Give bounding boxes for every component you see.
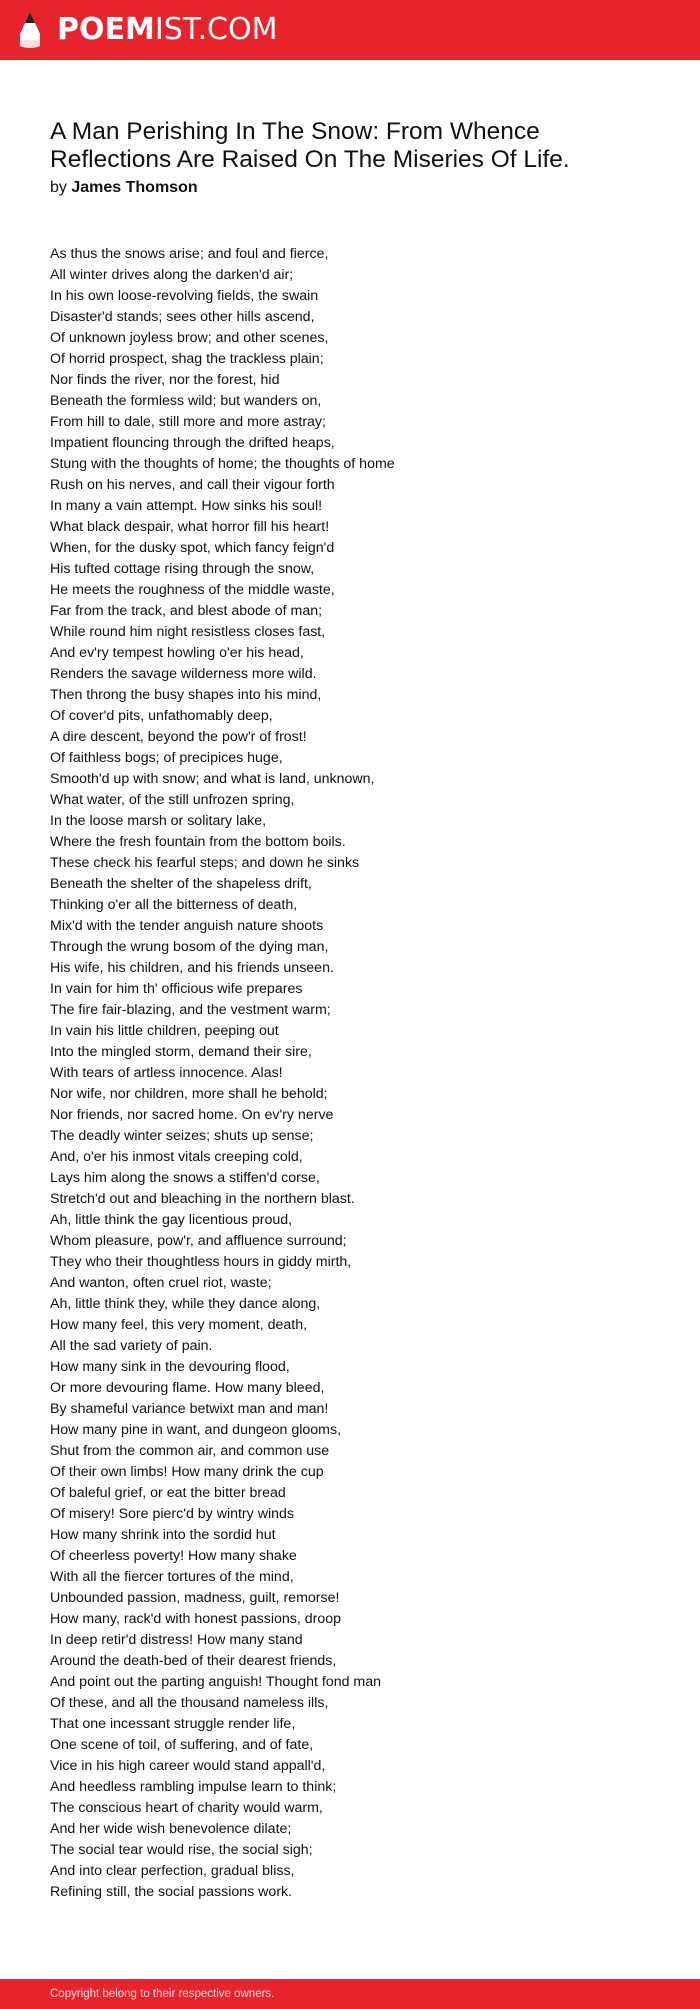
poem-line: Renders the savage wilderness more wild. — [50, 666, 317, 682]
site-logo-link[interactable] — [17, 10, 277, 50]
poem-line: While round him night resistless closes fast, — [50, 624, 326, 640]
poem-line: Through the wrung bosom of the dying man, — [50, 939, 329, 955]
poem-line: The conscious heart of charity would warm, — [50, 1800, 323, 1816]
poem-line: All the sad variety of pain. — [50, 1338, 213, 1354]
poem-line: They who their thoughtless hours in giddy mirth, — [50, 1254, 352, 1270]
logo-text-bold: POEM — [57, 12, 155, 47]
poem-line: Stretch'd out and bleaching in the northern blast. — [50, 1191, 355, 1207]
poem-line: And point out the parting anguish! Thought fond man — [50, 1674, 382, 1690]
poem-line: How many feel, this very moment, death, — [50, 1317, 308, 1333]
site-footer — [0, 1979, 700, 2009]
author-name: James Thomson — [71, 179, 198, 196]
poem-line: Far from the track, and blest abode of man; — [50, 603, 323, 619]
byline — [50, 178, 660, 198]
poem-line: Whom pleasure, pow'r, and affluence surround; — [50, 1233, 347, 1249]
poem-line: And her wide wish benevolence dilate; — [50, 1821, 292, 1837]
poem-line: And ev'ry tempest howling o'er his head, — [50, 645, 304, 661]
poem-heading — [50, 118, 660, 198]
poem-line: Of cheerless poverty! How many shake — [50, 1548, 297, 1564]
poem-line: What water, of the still unfrozen spring, — [50, 792, 295, 808]
poem-line: His wife, his children, and his friends unseen. — [50, 960, 334, 976]
poem-line: Of their own limbs! How many drink the cup — [50, 1464, 324, 1480]
pencil-nib-icon — [17, 10, 43, 50]
poem-line: That one incessant struggle render life, — [50, 1716, 296, 1732]
poem-line: How many pine in want, and dungeon glooms, — [50, 1422, 342, 1438]
copyright-text: Copyright belong to their respective owners. — [50, 1988, 275, 2000]
poem-line: One scene of toil, of suffering, and of fate, — [50, 1737, 314, 1753]
logo-wordmark — [57, 12, 278, 47]
poem-line: Around the death-bed of their dearest friends, — [50, 1653, 337, 1669]
poem-line: When, for the dusky spot, which fancy feign'd — [50, 540, 335, 556]
by-label: by — [50, 179, 67, 196]
poem-line: Nor wife, nor children, more shall he behold; — [50, 1086, 328, 1102]
poem-line: These check his fearful steps; and down he sinks — [50, 855, 360, 871]
poem-line: From hill to dale, still more and more astray; — [50, 414, 326, 430]
poem-line: And heedless rambling impulse learn to think; — [50, 1779, 337, 1795]
poem-line: In vain for him th' officious wife prepares — [50, 981, 303, 997]
poem-line: Of baleful grief, or eat the bitter bread — [50, 1485, 286, 1501]
poem-line: With all the fiercer tortures of the mind, — [50, 1569, 294, 1585]
poem-body — [50, 244, 650, 1903]
poem-line: In many a vain attempt. How sinks his soul! — [50, 498, 323, 514]
poem-line: Disaster'd stands; sees other hills ascend, — [50, 309, 315, 325]
poem-line: And wanton, often cruel riot, waste; — [50, 1275, 272, 1291]
poem-line: Then throng the busy shapes into his mind, — [50, 687, 322, 703]
poem-line: Shut from the common air, and common use — [50, 1443, 330, 1459]
poem-line: Nor finds the river, nor the forest, hid — [50, 372, 280, 388]
poem-line: In vain his little children, peeping out — [50, 1023, 279, 1039]
poem-line: Lays him along the snows a stiffen'd corse, — [50, 1170, 320, 1186]
poem-line: By shameful variance betwixt man and man! — [50, 1401, 329, 1417]
poem-line: Of cover'd pits, unfathomably deep, — [50, 708, 273, 724]
poem-line: With tears of artless innocence. Alas! — [50, 1065, 283, 1081]
poem-line: Rush on his nerves, and call their vigour forth — [50, 477, 335, 493]
poem-line: Ah, little think they, while they dance along, — [50, 1296, 321, 1312]
poem-line: Of horrid prospect, shag the trackless plain; — [50, 351, 324, 367]
poem-line: His tufted cottage rising through the snow, — [50, 561, 315, 577]
poem-line: A dire descent, beyond the pow'r of frost! — [50, 729, 307, 745]
poem-line: As thus the snows arise; and foul and fierce, — [50, 246, 329, 262]
poem-line: Impatient flouncing through the drifted heaps, — [50, 435, 335, 451]
poem-line: The fire fair-blazing, and the vestment warm; — [50, 1002, 331, 1018]
logo-text-light: IST.COM — [154, 12, 278, 47]
site-header — [0, 0, 700, 60]
poem-line: And, o'er his inmost vitals creeping cold, — [50, 1149, 303, 1165]
poem-line: Where the fresh fountain from the bottom boils. — [50, 834, 346, 850]
poem-line: Vice in his high career would stand appall'd, — [50, 1758, 326, 1774]
poem-line: What black despair, what horror fill his heart! — [50, 519, 330, 535]
poem-line: Beneath the shelter of the shapeless drift, — [50, 876, 312, 892]
poem-line: How many sink in the devouring flood, — [50, 1359, 290, 1375]
poem-line: Unbounded passion, madness, guilt, remorse! — [50, 1590, 340, 1606]
poem-line: Of faithless bogs; of precipices huge, — [50, 750, 283, 766]
poem-line: Thinking o'er all the bitterness of death, — [50, 897, 298, 913]
poem-line: In the loose marsh or solitary lake, — [50, 813, 267, 829]
poem-line: Refining still, the social passions work. — [50, 1884, 293, 1900]
poem-line: Ah, little think the gay licentious proud, — [50, 1212, 293, 1228]
poem-line: How many, rack'd with honest passions, droop — [50, 1611, 342, 1627]
poem-line: The social tear would rise, the social sigh; — [50, 1842, 313, 1858]
poem-line: In his own loose-revolving fields, the swain — [50, 288, 319, 304]
poem-line: Stung with the thoughts of home; the thoughts of home — [50, 456, 395, 472]
poem-line: Smooth'd up with snow; and what is land, unknown, — [50, 771, 375, 787]
poem-line: Or more devouring flame. How many bleed, — [50, 1380, 325, 1396]
poem-line: And into clear perfection, gradual bliss, — [50, 1863, 295, 1879]
poem-line: The deadly winter seizes; shuts up sense; — [50, 1128, 314, 1144]
poem-line: Nor friends, nor sacred home. On ev'ry nerve — [50, 1107, 334, 1123]
poem-line: Into the mingled storm, demand their sire, — [50, 1044, 312, 1060]
poem-line: He meets the roughness of the middle waste, — [50, 582, 335, 598]
poem-line: Of unknown joyless brow; and other scenes, — [50, 330, 329, 346]
poem-line: Mix'd with the tender anguish nature shoots — [50, 918, 324, 934]
poem-title: A Man Perishing In The Snow: From Whence Reflections Are Raised On The Miseries Of Life. — [50, 118, 570, 173]
poem-line: All winter drives along the darken'd air; — [50, 267, 294, 283]
poem-line: In deep retir'd distress! How many stand — [50, 1632, 303, 1648]
poem-line: How many shrink into the sordid hut — [50, 1527, 276, 1543]
poem-line: Beneath the formless wild; but wanders on, — [50, 393, 322, 409]
poem-line: Of misery! Sore pierc'd by wintry winds — [50, 1506, 294, 1522]
poem-line: Of these, and all the thousand nameless ills, — [50, 1695, 329, 1711]
